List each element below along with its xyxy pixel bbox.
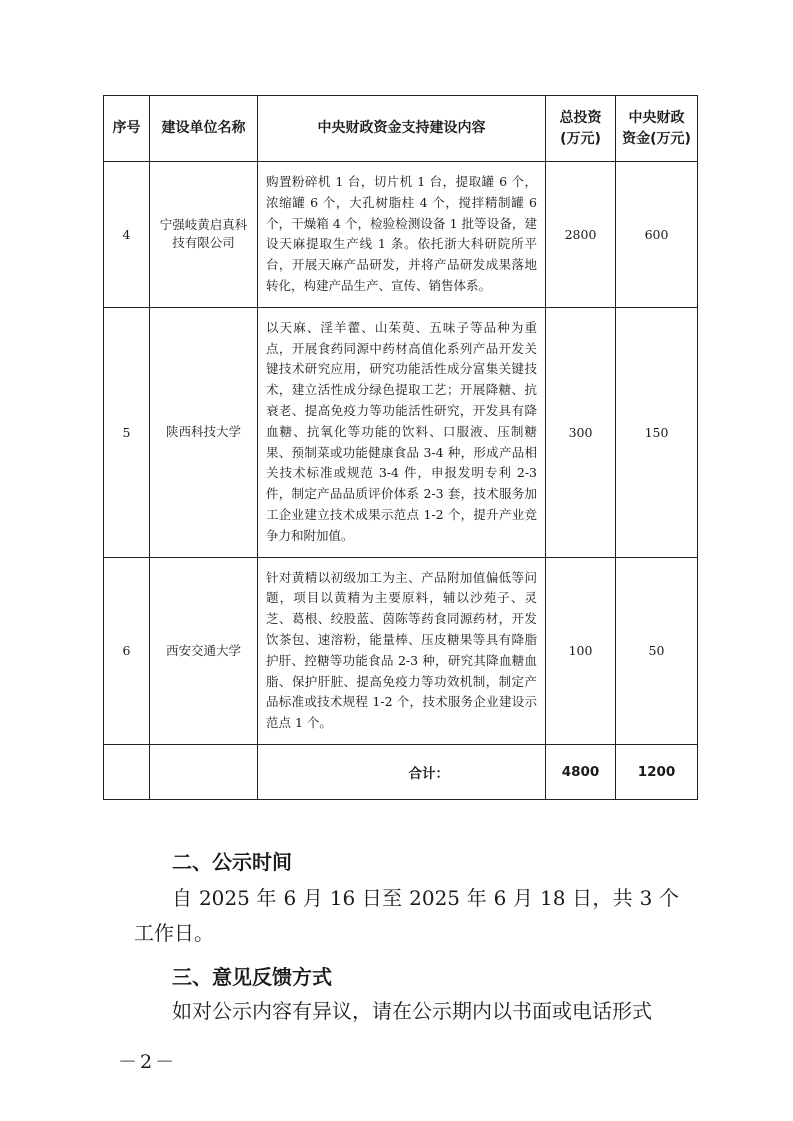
header-no: 序号 (104, 96, 150, 162)
header-content: 中央财政资金支持建设内容 (258, 96, 546, 162)
central-fund-sum: 1200 (616, 744, 698, 799)
table-total-row (104, 744, 698, 799)
total-investment-sum: 4800 (546, 744, 616, 799)
section3-text: 如对公示内容有异议，请在公示期内以书面或电话形式 (172, 999, 652, 1023)
row-content: 购置粉碎机 1 台，切片机 1 台，提取罐 6 个，浓缩罐 6 个，大孔树脂柱 4 个，搅拌精制罐 6 个，干燥箱 4 个，检验检测设备 1 批等设备，建设天麻提取生产线 1 条。依托浙大科研院所平台，开展天麻产品研发，并将产品研发成果落地转化，构建产品生产、宣传、销售体系。 (258, 162, 546, 308)
total-empty-no (104, 744, 150, 799)
row-total-investment: 100 (546, 557, 616, 744)
row-unit: 西安交通大学 (150, 557, 258, 744)
row-content: 以天麻、淫羊藿、山茱萸、五味子等品种为重点，开展食药同源中药材高值化系列产品开发关键技术研究应用，研究功能活性成分富集关键技术，建立活性成分绿色提取工艺；开展降糖、抗衰老、提高免疫力等功能活性研究，开发具有降血糖、抗氧化等功能的饮料、口服液、压制糖果、预制菜或功能健康食品 3-4 种，形成产品相关技术标准或规范 3-4 件，申报发明专利 2-3 件，制定产品品质评价体系 2-3 套，技术服务加工企业建立技术成果示范点 1-2 个，提升产业竞争力和附加值。 (258, 307, 546, 557)
row-central-fund: 50 (616, 557, 698, 744)
total-empty-unit (150, 744, 258, 799)
row-unit: 陕西科技大学 (150, 307, 258, 557)
row-central-fund: 600 (616, 162, 698, 308)
header-unit: 建设单位名称 (150, 96, 258, 162)
row-no: 5 (104, 307, 150, 557)
page-number: －2－ (118, 1051, 178, 1073)
section3-heading: 三、意见反馈方式 (172, 965, 332, 989)
table-header-row (104, 96, 698, 162)
row-no: 6 (104, 557, 150, 744)
row-unit: 宁强岐黄启真科技有限公司 (150, 162, 258, 308)
header-total-investment: 总投资(万元) (546, 96, 616, 162)
table-row (104, 307, 698, 557)
row-content: 针对黄精以初级加工为主、产品附加值偏低等问题，项目以黄精为主要原料，辅以沙苑子、灵芝、葛根、绞股蓝、茵陈等药食同源药材，开发饮茶包、速溶粉，能量棒、压皮糖果等具有降脂护肝、控糖等功能食品 2-3 种，研究其降血糖血脂、保护肝脏、提高免疫力等功效机制，制定产品标准或技术规程 1-2 个，技术服务企业建设示范点 1 个。 (258, 557, 546, 744)
table-row (104, 557, 698, 744)
row-central-fund: 150 (616, 307, 698, 557)
section2-text: 自 2025 年 6 月 16 日至 2025 年 6 月 18 日，共 3 个工作日。 (134, 886, 679, 945)
row-no: 4 (104, 162, 150, 308)
row-total-investment: 2800 (546, 162, 616, 308)
total-label: 合计： (258, 744, 546, 799)
table-row (104, 162, 698, 308)
project-table (103, 95, 698, 800)
row-total-investment: 300 (546, 307, 616, 557)
section2-heading: 二、公示时间 (172, 850, 292, 874)
header-central-fund: 中央财政资金(万元) (616, 96, 698, 162)
